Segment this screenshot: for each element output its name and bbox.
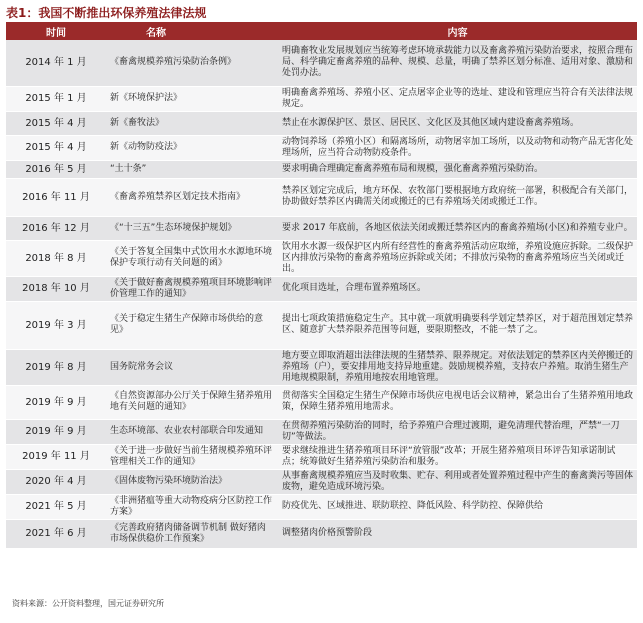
row-content: 防疫优先、区域推进、联防联控、降低风险、科学防控、保障供给 [278, 494, 637, 519]
row-content: 在贯彻养殖污染防治的同时，给予养殖户合理过渡期，避免清理代替治理，严禁“一刀切”等做法。 [278, 419, 637, 444]
row-content: 要求 2017 年底前，各地区依法关闭或搬迁禁养区内的畜禽养殖场(小区)和养殖专业户。 [278, 216, 637, 240]
row-date: 2019 年 9 月 [6, 385, 106, 419]
table-row [6, 135, 637, 160]
table-row [6, 86, 637, 111]
table-row [6, 240, 637, 276]
table-row [6, 276, 637, 301]
row-content: 动物饲养场（养殖小区）和隔离场所，动物屠宰加工场所，以及动物和动物产品无害化处理场所，应当符合动物防疫条件。 [278, 135, 637, 160]
row-date: 2019 年 9 月 [6, 419, 106, 444]
row-content: 贯彻落实全国稳定生猪生产保障市场供应电视电话会议精神，紧急出台了生猪养殖用地政策，保障生猪养殖用地需求。 [278, 385, 637, 419]
table-row [6, 349, 637, 385]
row-content: 明确畜牧业发展规划应当统筹考虑环境承载能力以及畜禽养殖污染防治要求，按照合理布局、科学确定畜禽养殖的品种、规模、总量，明确了禁养区划分标准、适用对象、激励和处罚办法。 [278, 40, 637, 86]
row-name: 生态环境部、农业农村部联合印发通知 [106, 419, 278, 444]
table-row [6, 301, 637, 349]
table-row [6, 444, 637, 469]
row-date: 2018 年 10 月 [6, 276, 106, 301]
table-row [6, 216, 637, 240]
row-content: 从事畜禽规模养殖应当及时收集、贮存、利用或者处置养殖过程中产生的畜禽粪污等固体废物，避免造成环境污染。 [278, 469, 637, 494]
row-name: 国务院常务会议 [106, 349, 278, 385]
row-date: 2014 年 1 月 [6, 40, 106, 86]
row-name: 《畜禽养殖禁养区划定技术指南》 [106, 178, 278, 216]
row-date: 2019 年 8 月 [6, 349, 106, 385]
row-name: 《关于答复全国集中式饮用水水源地环境保护专项行动有关问题的函》 [106, 240, 278, 276]
row-date: 2016 年 12 月 [6, 216, 106, 240]
row-date: 2021 年 5 月 [6, 494, 106, 519]
row-content: 优化项目选址，合理布置养殖场区。 [278, 276, 637, 301]
table-row [6, 178, 637, 216]
row-name: 《自然资源部办公厅关于保障生猪养殖用地有关问题的通知》 [106, 385, 278, 419]
row-content: 地方要立即取消超出法律法规的生猪禁养、限养规定。对依法划定的禁养区内关停搬迁的养殖场（户），要安排用地支持异地重建。鼓励规模养殖，支持农户养殖。取消生猪生产用地规模限制，养殖用地按农用地管理。 [278, 349, 637, 385]
header-date: 时间 [6, 22, 106, 40]
row-content: 提出七项政策措施稳定生产。其中就一项就明确要科学划定禁养区，对于超范围划定禁养区、随意扩大禁养限养范围等问题，要限期整改，不能一禁了之。 [278, 301, 637, 349]
row-name: 《关于做好畜禽规模养殖项目环境影响评价管理工作的通知》 [106, 276, 278, 301]
row-name: 《“十三五”生态环境保护规划》 [106, 216, 278, 240]
row-content: 明确畜禽养殖场、养殖小区、定点屠宰企业等的选址、建设和管理应当符合有关法律法规规定。 [278, 86, 637, 111]
row-date: 2015 年 4 月 [6, 111, 106, 135]
row-date: 2019 年 3 月 [6, 301, 106, 349]
header-content: 内容 [278, 22, 637, 40]
row-name: 《畜禽规模养殖污染防治条例》 [106, 40, 278, 86]
row-date: 2018 年 8 月 [6, 240, 106, 276]
row-name: 新《畜牧法》 [106, 111, 278, 135]
row-content: 调整猪肉价格预警阶段 [278, 519, 637, 548]
row-date: 2015 年 1 月 [6, 86, 106, 111]
row-name: “土十条” [106, 160, 278, 178]
row-content: 要求继续推进生猪养殖项目环评“放管服”改革；开展生猪养殖项目环评告知承诺制试点；统筹做好生猪养殖污染防治和服务。 [278, 444, 637, 469]
row-date: 2019 年 11 月 [6, 444, 106, 469]
table-row [6, 40, 637, 86]
table-row [6, 419, 637, 444]
row-name: 新《环境保护法》 [106, 86, 278, 111]
row-date: 2015 年 4 月 [6, 135, 106, 160]
table-row [6, 160, 637, 178]
table-body [6, 40, 637, 548]
table-header [6, 22, 637, 40]
row-name: 《关于进一步做好当前生猪规模养殖环评管理相关工作的通知》 [106, 444, 278, 469]
table-title: 表1：我国不断推出环保养殖法律法规 [6, 6, 207, 20]
row-date: 2016 年 5 月 [6, 160, 106, 178]
regulations-table [6, 22, 637, 549]
row-date: 2016 年 11 月 [6, 178, 106, 216]
table-row [6, 469, 637, 494]
row-name: 《完善政府猪肉储备调节机制 做好猪肉市场保供稳价工作预案》 [106, 519, 278, 548]
row-name: 《关于稳定生猪生产保障市场供给的意见》 [106, 301, 278, 349]
row-date: 2020 年 4 月 [6, 469, 106, 494]
row-content: 要求明确合理确定畜禽养殖布局和规模，强化畜禽养殖污染防治。 [278, 160, 637, 178]
table-row [6, 385, 637, 419]
row-name: 《非洲猪瘟等重大动物疫病分区防控工作方案》 [106, 494, 278, 519]
row-name: 新《动物防疫法》 [106, 135, 278, 160]
row-content: 禁养区划定完成后，地方环保、农牧部门要根据地方政府统一部署，积极配合有关部门，协助做好禁养区内确需关闭或搬迁的已有养殖场关闭或搬迁工作。 [278, 178, 637, 216]
row-content: 禁止在水源保护区、景区、居民区、文化区及其他区域内建设畜禽养殖场。 [278, 111, 637, 135]
table-row [6, 111, 637, 135]
table-row [6, 494, 637, 519]
source-note: 资料来源：公开资料整理，国元证券研究所 [12, 599, 164, 608]
header-name: 名称 [106, 22, 278, 40]
row-date: 2021 年 6 月 [6, 519, 106, 548]
row-name: 《固体废物污染环境防治法》 [106, 469, 278, 494]
table-row [6, 519, 637, 548]
row-content: 饮用水水源一级保护区内所有经营性的畜禽养殖活动应取缔，养殖设施应拆除。二级保护区内排放污染物的畜禽养殖场应拆除或关闭；不排放污染物的畜禽养殖场应当关闭或迁出。 [278, 240, 637, 276]
